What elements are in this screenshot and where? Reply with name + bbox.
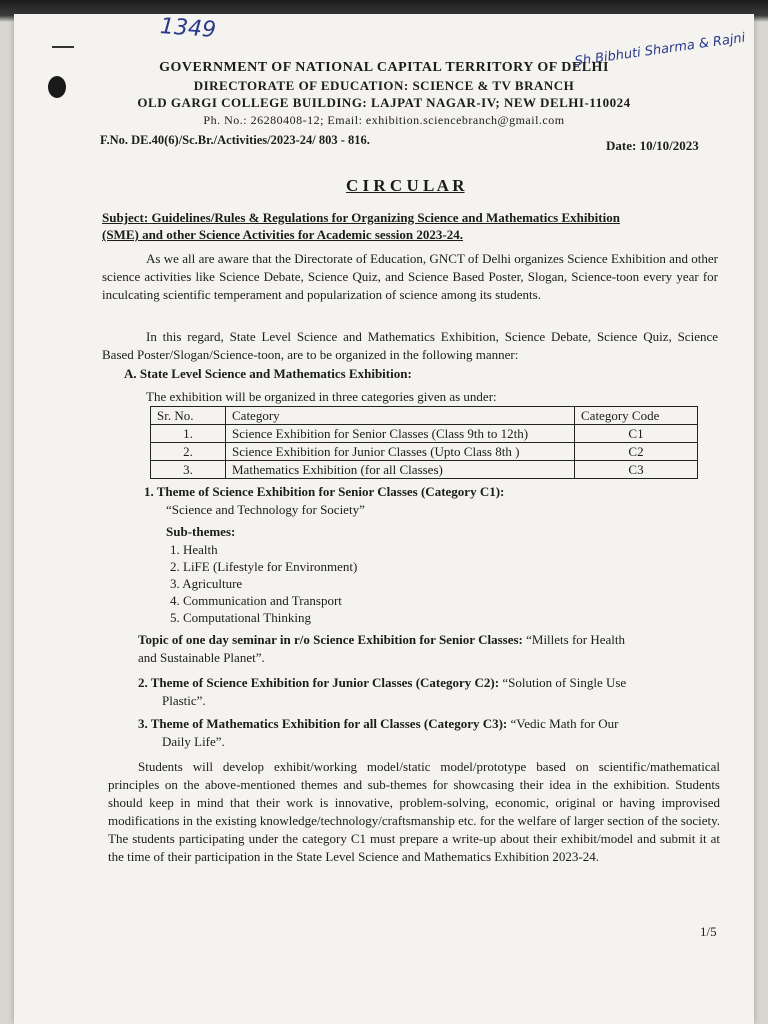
table-cell: 3. [151,461,226,479]
theme3-line-1 [138,716,618,732]
header-government: GOVERNMENT OF NATIONAL CAPITAL TERRITORY OF DELHI [159,60,609,75]
table-cell: C2 [575,443,698,461]
seminar-label: Topic of one day seminar in r/o Science Exhibition for Senior Classes: [138,632,523,647]
theme2-line-1 [138,675,626,691]
table-row [151,425,698,443]
header-address: OLD GARGI COLLEGE BUILDING: LAJPAT NAGAR-IV; NEW DELHI-110024 [137,95,631,110]
regard-paragraph: In this regard, State Level Science and Mathematics Exhibition, Science Debate, Science Quiz, Science Based Poster/Slogan/Science-toon, are to be organized in the following manner: [102,329,718,362]
table-cell: Science Exhibition for Junior Classes (Upto Class 8th ) [226,443,575,461]
table-cell: Science Exhibition for Senior Classes (Class 9th to 12th) [226,425,575,443]
list-item: 3. Agriculture [170,576,243,591]
margin-mark [52,46,74,48]
list-item: 1. Health [170,542,218,557]
table-cell: C1 [575,425,698,443]
file-number: F.No. DE.40(6)/Sc.Br./Activities/2023-24/ 803 - 816. [100,133,370,147]
table-cell: Mathematics Exhibition (for all Classes) [226,461,575,479]
theme2-topic: “Solution of Single Use [499,675,627,690]
document-page [14,14,754,1024]
theme3-line-2: Daily Life”. [162,734,225,749]
seminar-topic: “Millets for Health [522,632,626,647]
table-header: Category Code [575,407,698,425]
intro-paragraph: As we all are aware that the Directorate of Education, GNCT of Delhi organizes Science Exhibition and other science activities like Science Debate, Science Quiz, and Science Based Poster, Slogan, Science-toon every year for inculcating scientific temperament and popularization of science among its students. [102,251,718,302]
subject-line-1: Subject: Guidelines/Rules & Regulations for Organizing Science and Mathematics Exhibition [102,210,620,225]
theme3-heading: 3. Theme of Mathematics Exhibition for all Classes (Category C3): [138,716,508,731]
table-cell: C3 [575,461,698,479]
table-row [151,461,698,479]
list-item: 4. Communication and Transport [170,593,342,608]
theme2-heading: 2. Theme of Science Exhibition for Junior Classes (Category C2): [138,675,500,690]
table-caption: The exhibition will be organized in three categories given as under: [146,389,497,404]
theme1-quote: “Science and Technology for Society” [166,502,365,517]
theme2-line-2: Plastic”. [162,693,206,708]
handwritten-number: 1349 [159,14,217,43]
header-directorate: DIRECTORATE OF EDUCATION: SCIENCE & TV BRANCH [193,78,575,93]
seminar-line-2: and Sustainable Planet”. [138,650,265,665]
table-cell: 2. [151,443,226,461]
page-number: 1/5 [700,924,717,939]
students-paragraph: Students will develop exhibit/working model/static model/prototype based on scientific/mathematical principles on the above-mentioned themes and sub-themes for showcasing their idea in the exhibition. Students should keep in mind that their work is innovative, problem-solving, economic, original or having improvised modifications in the existing knowledge/technology/craftsmanship etc. for the welfare of larger section of the society. The students participating under the category C1 must prepare a write-up about their exhibit/model and submit it at the time of their participation in the State Level Science and Mathematics Exhibition 2023-24. [108,759,720,864]
table-header: Category [226,407,575,425]
subject-line-2: (SME) and other Science Activities for Academic session 2023-24. [102,227,463,242]
subthemes-list [170,541,357,626]
table-cell: 1. [151,425,226,443]
list-item: 5. Computational Thinking [170,610,311,625]
seminar-line-1 [138,632,625,648]
header-contact: Ph. No.: 26280408-12; Email: exhibition.sciencebranch@gmail.com [203,113,565,127]
theme3-topic: “Vedic Math for Our [507,716,619,731]
section-a-heading: A. State Level Science and Mathematics Exhibition: [124,366,412,381]
category-table [150,406,698,479]
list-item: 2. LiFE (Lifestyle for Environment) [170,559,358,574]
table-row [151,443,698,461]
theme1-heading: 1. Theme of Science Exhibition for Senior Classes (Category C1): [144,484,505,499]
subthemes-label: Sub-themes: [166,524,236,539]
circular-title: C I R C U L A R [346,176,465,195]
table-header-row [151,407,698,425]
handwritten-note: Sh.Bibhuti Sharma & Rajni [573,30,747,70]
table-header: Sr. No. [151,407,226,425]
circular-date: Date: 10/10/2023 [606,138,699,153]
